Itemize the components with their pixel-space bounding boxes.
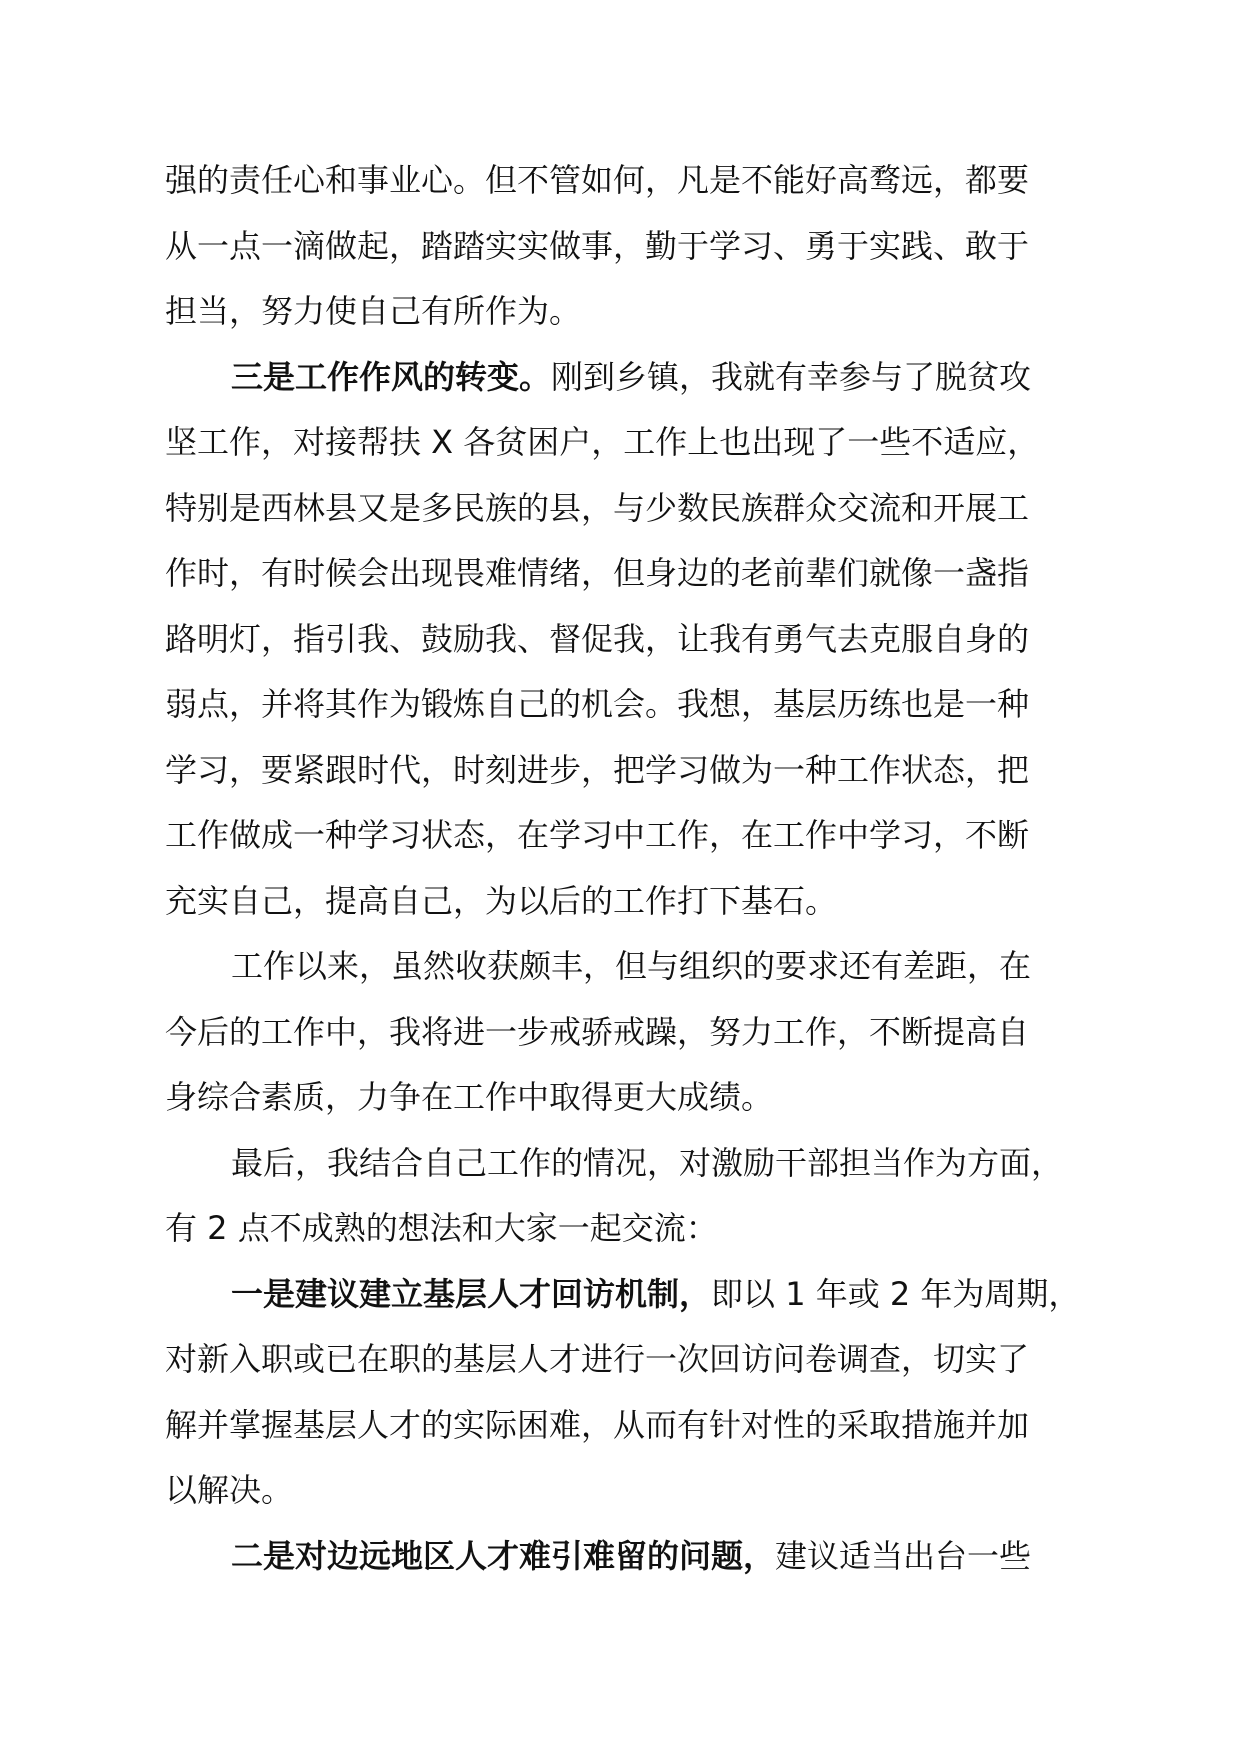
paragraph-suggestion-2 (165, 1524, 1095, 1590)
text-run: 建议适当出台一些 (775, 1536, 1032, 1575)
text-line: 从一点一滴做起，踏踏实实做事，勤于学习、勇于实践、敢于 (165, 226, 1030, 265)
text-line: 工作以来，虽然收获颇丰，但与组织的要求还有差距，在 (231, 947, 1032, 985)
text-line: 对新入职或已在职的基层人才进行一次回访问卷调查，切实了 (165, 1340, 1030, 1378)
text-line: 最后，我结合自己工作的情况，对激励干部担当作为方面， (231, 1143, 1064, 1182)
text-line: 学习，要紧跟时代，时刻进步，把学习做为一种工作状态，把 (165, 750, 1030, 789)
text-line: 有 2 点不成熟的想法和大家一起交流： (165, 1209, 718, 1247)
heading-suggestion-1: 一是建议建立基层人才回访机制， (231, 1274, 712, 1313)
text-run: 刚到乡镇，我就有幸参与了脱贫攻 (551, 357, 1032, 396)
text-line: 弱点，并将其作为锻炼自己的机会。我想，基层历练也是一种 (165, 685, 1030, 723)
heading-suggestion-2: 二是对边远地区人才难引难留的问题， (231, 1536, 776, 1575)
document-body (165, 148, 1095, 1589)
text-run: 即以 1 年或 2 年为周期， (711, 1274, 1081, 1313)
heading-work-style: 三是工作作风的转变。 (231, 357, 552, 396)
paragraph-work-style (165, 345, 1095, 411)
text-line: 路明灯，指引我、鼓励我、督促我，让我有勇气去克服自身的 (165, 619, 1030, 658)
text-line: 强的责任心和事业心。但不管如何，凡是不能好高骛远，都要 (165, 161, 1030, 199)
paragraph-suggestion-1 (165, 1262, 1095, 1328)
text-line: 今后的工作中，我将进一步戒骄戒躁，努力工作，不断提高自 (165, 1012, 1030, 1051)
text-line: 解并掌握基层人才的实际困难，从而有针对性的采取措施并加 (165, 1405, 1030, 1444)
text-line: 担当，努力使自己有所作为。 (165, 292, 582, 330)
text-line: 坚工作，对接帮扶 X 各贫困户，工作上也出现了一些不适应， (165, 423, 1040, 461)
text-line: 工作做成一种学习状态，在学习中工作，在工作中学习，不断 (165, 816, 1030, 854)
text-line: 特别是西林县又是多民族的县，与少数民族群众交流和开展工 (165, 488, 1030, 527)
text-line: 以解决。 (165, 1471, 294, 1509)
text-line: 作时，有时候会出现畏难情绪，但身边的老前辈们就像一盏指 (165, 554, 1030, 592)
text-line: 身综合素质，力争在工作中取得更大成绩。 (165, 1078, 774, 1116)
text-line: 充实自己，提高自己，为以后的工作打下基石。 (165, 881, 838, 920)
